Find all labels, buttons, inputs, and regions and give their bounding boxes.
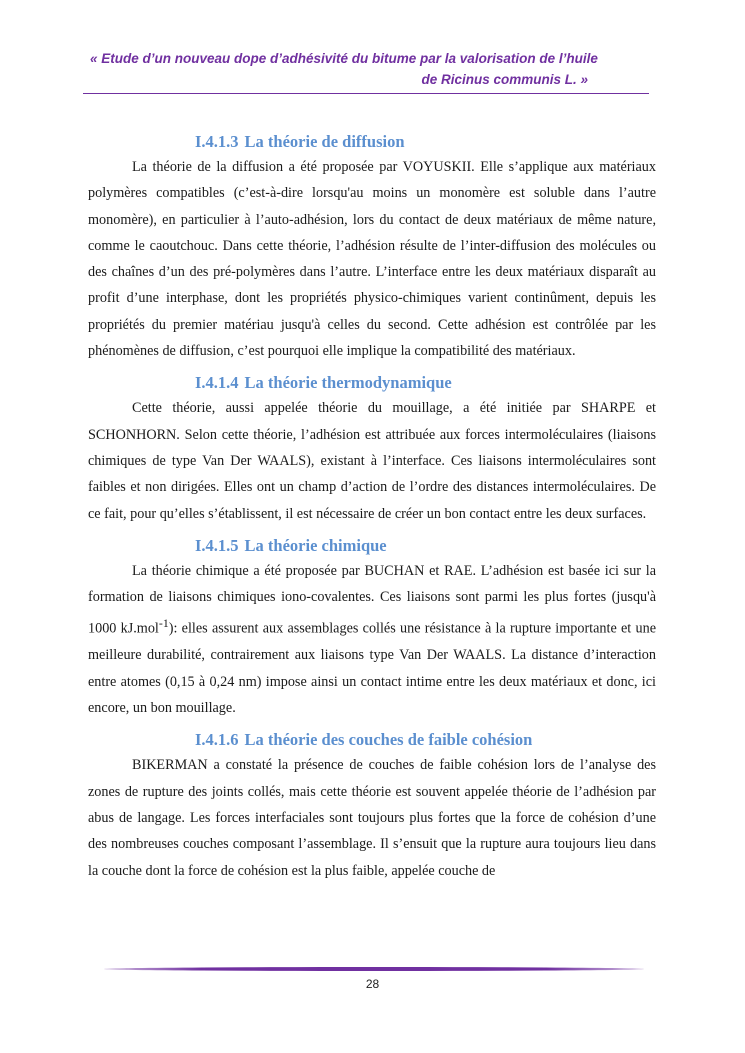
header-divider	[83, 93, 649, 94]
section-number: I.4.1.5	[195, 535, 239, 555]
paragraph-chimique	[88, 558, 656, 722]
section-title: La théorie des couches de faible cohésion	[244, 730, 533, 750]
footer-divider	[104, 967, 644, 971]
paragraph-text-part-2: ): elles assurent aux assemblages collés une résistance à la rupture importante et une meilleure durabilité, contrairement aux liaisons type Van Der WAALS. La distance d’interaction entre atomes (0,15 à 0,24 nm) impose ainsi un contact intime entre les deux matériaux et donc, ici encore, un bon mouillage.	[88, 621, 657, 717]
section-heading-chimique	[195, 534, 656, 558]
section-heading-diffusion	[195, 130, 656, 154]
section-number: I.4.1.4	[195, 373, 239, 393]
page-number: 28	[365, 977, 380, 991]
section-number: I.4.1.6	[195, 730, 239, 750]
section-title: La théorie de diffusion	[244, 132, 405, 151]
paragraph-diffusion: La théorie de la diffusion a été proposée par VOYUSKII. Elle s’applique aux matériaux polymères compatibles (c’est-à-dire lorsqu'au moins un monomère est soluble dans l’autre monomère), en particulier à l’auto-adhésion, lors du contact de deux matériaux de même nature, comme le caoutchouc. Dans cette théorie, l’adhésion résulte de l’inter-diffusion des molécules ou des chaînes d’un des pré-polymères dans l’autre. L’interface entre les deux matériaux disparaît au profit d’une interphase, dont les propriétés physico-chimiques varient continûment, depuis les propriétés du premier matériau jusqu'à celles du second. Cette adhésion est contrôlée par les phénomènes de diffusion, c’est pourquoi elle implique la compatibilité des matériaux.	[88, 159, 656, 360]
running-header	[90, 48, 648, 90]
paragraph-text-part-1: La théorie chimique a été proposée par BUCHAN et RAE. L’adhésion est basée ici sur la formation de liaisons chimiques iono-covalentes. Ces liaisons sont parmi les plus fortes (jusqu'à 1000 kJ.mol	[88, 562, 656, 638]
section-heading-thermodynamique	[195, 371, 656, 395]
paragraph-faible-cohesion: BIKERMAN a constaté la présence de couches de faible cohésion lors de l’analyse des zones de rupture des joints collés, mais cette théorie est souvent appelée théorie de l’adhésion par abus de langage. Les forces interfaciales sont toujours plus fortes que la force de cohésion d’une des nombreuses couches composant l’assemblage. Il s’ensuit que la rupture aura toujours lieu dans la couche dont la force de cohésion est la plus faible, appelée couche de	[88, 757, 656, 879]
unit-superscript: -1	[158, 616, 169, 631]
section-heading-faible-cohesion	[195, 728, 656, 752]
section-title: La théorie thermodynamique	[244, 373, 452, 393]
header-line-1: « Etude d’un nouveau dope d’adhésivité du bitume par la valorisation de l’huile	[90, 51, 598, 66]
header-line-2: de Ricinus communis L. »	[421, 72, 588, 87]
page-body	[88, 130, 656, 884]
paragraph-thermodynamique: Cette théorie, aussi appelée théorie du mouillage, a été initiée par SHARPE et SCHONHORN. Selon cette théorie, l’adhésion est attribuée aux forces intermoléculaires (liaisons chimiques de type Van Der WAALS), existant à l’interface. Ces liaisons intermoléculaires sont faibles et non dirigées. Elles ont un champ d’action de l’ordre des distances intermoléculaires. De ce fait, pour qu’elles s’établissent, il est nécessaire de créer un bon contact entre les deux surfaces.	[88, 400, 656, 522]
section-number: I.4.1.3	[195, 132, 239, 151]
section-title: La théorie chimique	[244, 535, 387, 555]
